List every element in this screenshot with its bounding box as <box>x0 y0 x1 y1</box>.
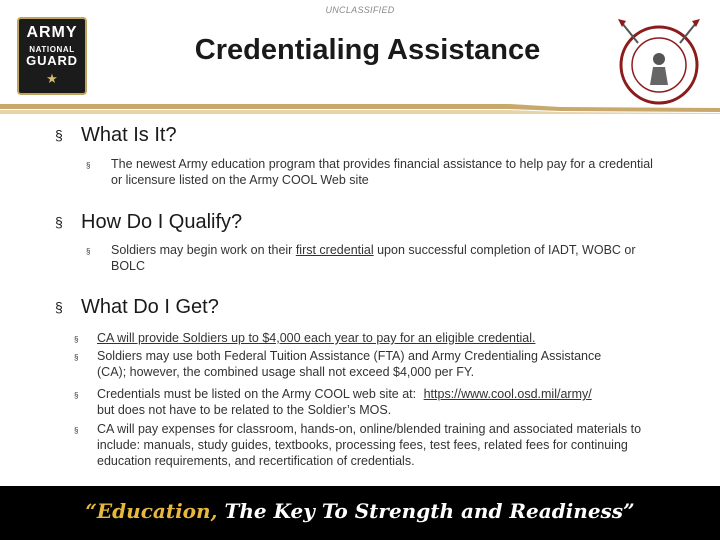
logo-line-army: ARMY <box>26 24 78 41</box>
slogan-rest: The Key To Strength and Readiness” <box>217 499 635 523</box>
section-heading-text: What Do I Get? <box>81 296 219 318</box>
footer-slogan <box>0 499 720 523</box>
text-part: but does not have to be related to the Soldier’s MOS. <box>97 403 392 417</box>
list-item <box>74 386 674 418</box>
list-item-text: CA will pay expenses for classroom, hands-on, online/blended training and associated materials to include: manuals, study guides, textbooks, processing fees, test fees, related fees for continuing education requirements, and recertification of credentials. <box>97 422 642 468</box>
text-part: Soldiers may begin work on their <box>111 243 296 257</box>
text-part: upon successful completion of IADT, WOBC or BOLC <box>111 243 636 273</box>
first-credential-link[interactable]: first credential <box>295 243 374 257</box>
classification-marking: UNCLASSIFIED <box>325 5 395 15</box>
list-item <box>74 330 654 346</box>
sub-bullet: § <box>74 353 79 362</box>
section-heading-text: What Is It? <box>81 124 177 146</box>
list-item-text <box>111 242 666 274</box>
section-heading-text: How Do I Qualify? <box>81 211 243 233</box>
list-item <box>86 242 666 274</box>
list-item <box>74 348 614 380</box>
sub-bullet: § <box>74 426 79 435</box>
section-heading-what-is-it <box>55 124 177 147</box>
section-bullet: § <box>55 127 63 143</box>
logo-line-guard: GUARD <box>26 53 78 68</box>
section-bullet: § <box>55 214 63 230</box>
section-heading-how-do-i-qualify <box>55 211 242 234</box>
section-heading-what-do-i-get <box>55 296 219 319</box>
sub-bullet: § <box>74 391 79 400</box>
slogan-education: Education, <box>96 499 218 523</box>
list-item-text <box>97 386 674 418</box>
sub-bullet: § <box>86 247 91 256</box>
logo-line-national: NATIONAL <box>29 45 75 54</box>
list-item-text: The newest Army education program that provides financial assistance to help pay for a credential or licensure listed on the Army COOL Web site <box>111 157 653 187</box>
list-item-text: CA will provide Soldiers up to $4,000 each year to pay for an eligible credential. <box>97 331 536 345</box>
sub-bullet: § <box>74 335 79 344</box>
sub-bullet: § <box>86 161 91 170</box>
list-item-text: Soldiers may use both Federal Tuition Assistance (FTA) and Army Credentialing Assistance (CA); however, the combined usage shall not exceed $4,000 per FY. <box>97 349 602 379</box>
army-cool-link[interactable]: https://www.cool.osd.mil/army/ <box>423 387 592 401</box>
star-icon: ★ <box>46 71 58 86</box>
text-part: Credentials must be listed on the Army COOL web site at: <box>97 387 417 401</box>
slogan-quote-open: “ <box>85 499 97 523</box>
slide-title: Credentialing Assistance <box>194 34 541 66</box>
list-item <box>86 156 666 188</box>
list-item <box>74 421 664 469</box>
section-bullet: § <box>55 299 63 315</box>
